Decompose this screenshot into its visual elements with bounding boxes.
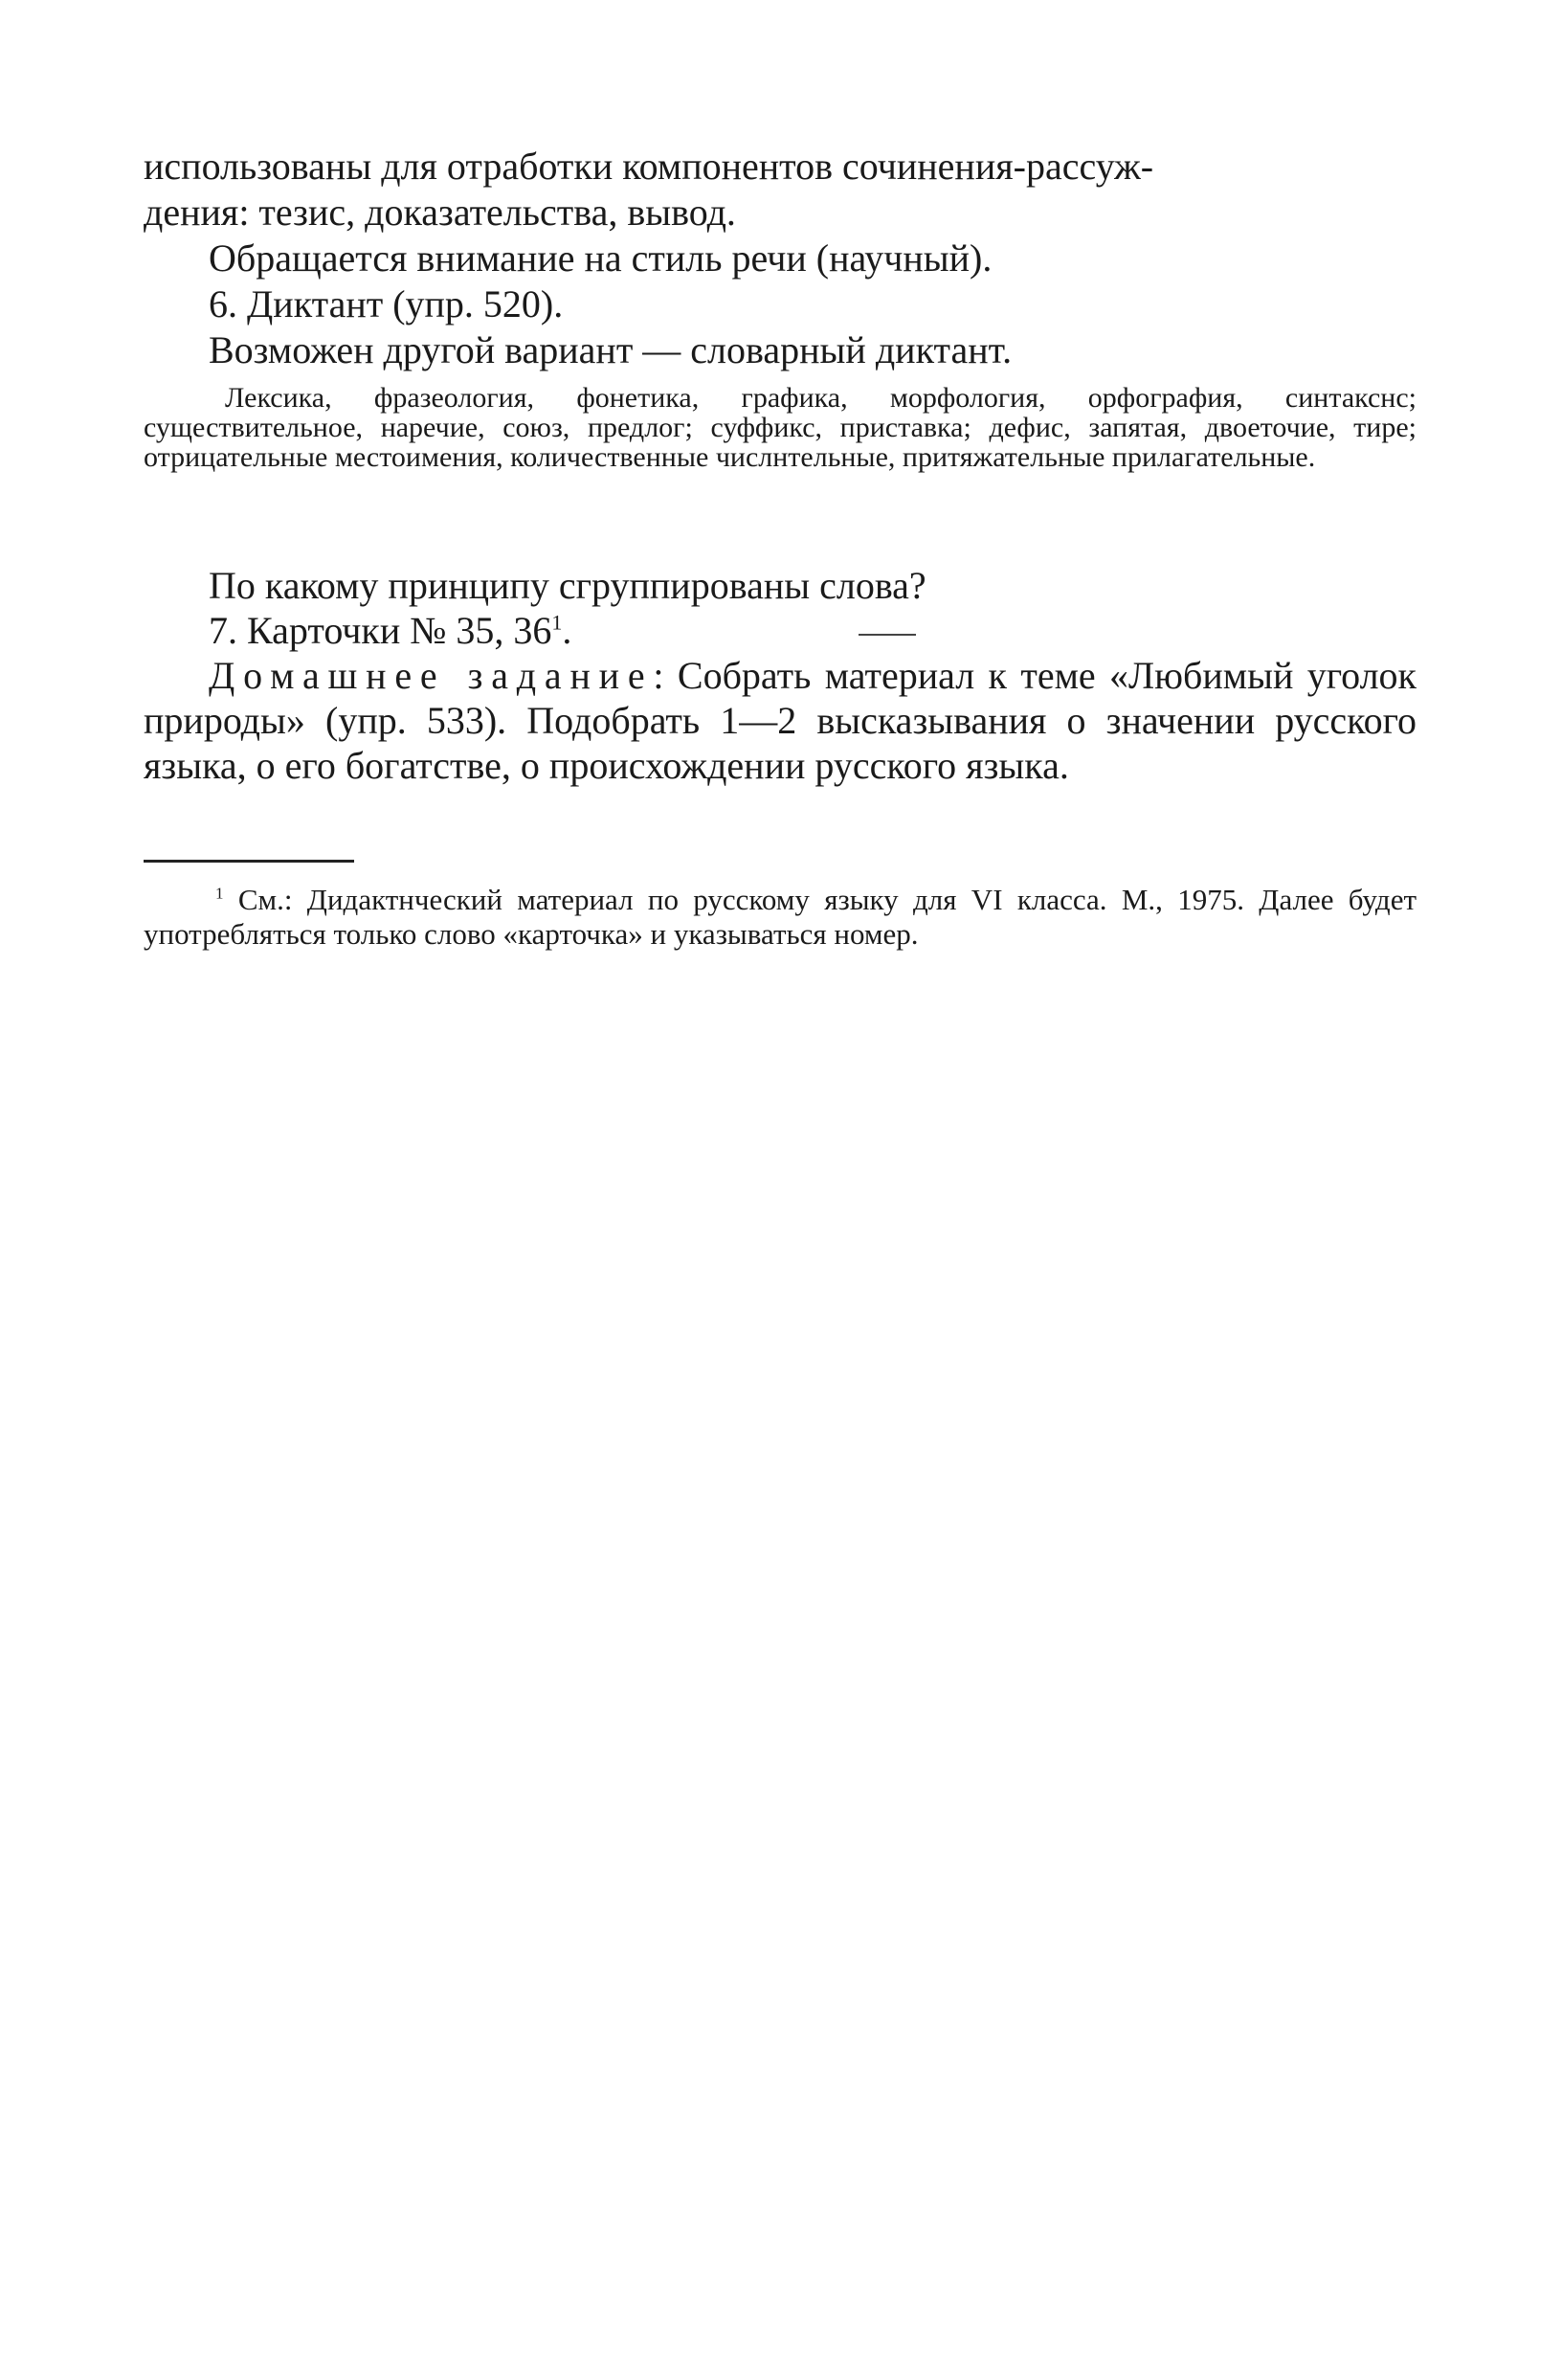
paragraph-homework <box>144 653 1417 788</box>
paragraph-dictation: 6. Диктант (упр. 520). <box>209 282 564 326</box>
main-text-block-2 <box>144 563 1417 788</box>
paragraph-cards <box>144 608 1417 653</box>
footnote-divider <box>144 860 354 863</box>
footnote-block <box>144 883 1417 952</box>
continuation-line-1: использованы для отработки компонентов сочинения-рассуж- <box>144 145 1154 188</box>
cards-text: 7. Карточки № 35, 36 <box>209 609 552 652</box>
continuation-line-2: дения: тезис, доказательства, вывод. <box>144 191 736 234</box>
cards-end: . <box>562 609 572 652</box>
paragraph-style: Обращается внимание на стиль речи (научный). <box>209 236 993 280</box>
footnote-mark: 1 <box>215 884 224 903</box>
footnote-paragraph <box>144 883 1417 952</box>
word-list-block <box>144 383 1417 472</box>
paragraph-variant: Возможен другой вариант — словарный диктант. <box>209 328 1013 371</box>
stray-dash-mark <box>859 634 916 636</box>
homework-text: : Собрать материал к теме «Любимый уголок природы» (упр. 533). Подобрать 1—2 высказывания о значении русского языка, о его богатстве, о происхождении русского языка. <box>144 654 1417 787</box>
footnote-text: См.: Дидактнческий материал по русскому языку для VI класса. М., 1975. Далее будет употребляться только слово «карточка» и указываться номер. <box>144 883 1417 951</box>
homework-label: Домашнее задание <box>209 654 654 697</box>
word-list-text: Лексика, фразеология, фонетика, графика, морфология, орфография, синтакснс; существительное, наречие, союз, предлог; суффикс, приставка; дефис, запятая, двоеточие, тире; отрицательные местоимения, количественные числнтельные, притяжательные прилагательные. <box>144 382 1417 473</box>
paragraph-continuation <box>144 144 1417 236</box>
main-text-block <box>144 144 1417 373</box>
paragraph-question: По какому принципу сгруппированы слова? <box>209 564 926 607</box>
footnote-ref: 1 <box>551 610 563 635</box>
